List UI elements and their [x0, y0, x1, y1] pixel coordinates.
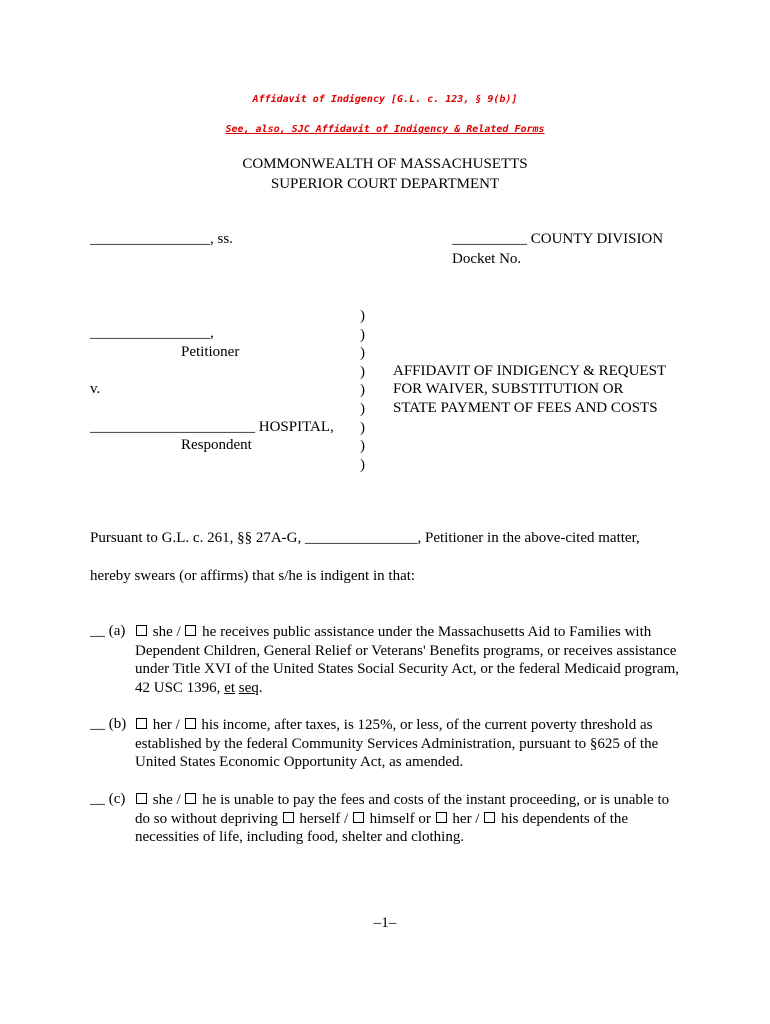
court-name: COMMONWEALTH OF MASSACHUSETTS: [242, 156, 528, 172]
caption-divider: [360, 307, 365, 474]
page-number: –1–: [373, 915, 397, 931]
see-also-link[interactable]: [0, 124, 770, 135]
item-c-text-5: her /: [452, 810, 480, 827]
item-a-text: [135, 623, 685, 697]
item-b-text-2: his income, after taxes, is 125%, or less, of the current poverty threshold as established by the federal Community Services Administration, pursuant to §625 of the United States Economic Opportunity Act, as amended.: [135, 717, 659, 771]
item-c-label: __ (c): [90, 791, 126, 807]
swears-statement: hereby swears (or affirms) that s/he is indigent in that:: [90, 568, 416, 584]
item-c-text-6: his dependents of the necessities of life, including food, shelter and clothing.: [135, 810, 629, 846]
checkbox-she[interactable]: [136, 625, 147, 636]
checkbox-she-c[interactable]: [136, 793, 147, 804]
affidavit-statute-title: Affidavit of Indigency [G.L. c. 123, § 9(b)]: [252, 94, 518, 105]
caption-paren: ): [360, 308, 365, 324]
caption-paren: ): [360, 345, 365, 362]
caption-paren: ): [360, 363, 365, 380]
checkbox-himself[interactable]: [353, 812, 364, 823]
checkbox-he-c[interactable]: [185, 793, 196, 804]
caption-paren: ): [360, 400, 365, 417]
caption-paren: ): [360, 382, 365, 399]
docket-number: Docket No.: [452, 251, 522, 267]
seq-text: seq: [238, 679, 259, 696]
see-also-link-text[interactable]: See, also, SJC Affidavit of Indigency & Related Forms: [225, 124, 545, 135]
item-b-label: __ (b): [90, 716, 127, 732]
versus: v.: [90, 381, 101, 397]
caption-paren: ): [360, 438, 365, 455]
document-title-line3: STATE PAYMENT OF FEES AND COSTS: [393, 400, 658, 416]
petitioner-name-blank: ________________,: [90, 325, 214, 341]
venue-ss-line: ________________, ss.: [90, 231, 233, 247]
item-a-label: __ (a): [90, 623, 126, 639]
et-text: et: [224, 679, 236, 696]
county-division-line: __________ COUNTY DIVISION: [452, 231, 664, 247]
item-b-text: [135, 716, 685, 772]
caption-paren: ): [360, 419, 365, 436]
checkbox-her[interactable]: [136, 718, 147, 729]
item-a-text-2: he receives public assistance under the Massachusetts Aid to Families with Dependent Children, General Relief or Veterans' Benefits programs, or receives assistance under Title XVI of the United States Social Security Act, or the federal Medicaid program, 42 USC 1396,: [135, 624, 680, 696]
checkbox-her-c[interactable]: [436, 812, 447, 823]
item-a-end: .: [258, 679, 263, 696]
caption-paren: ): [360, 456, 365, 473]
checkbox-his[interactable]: [185, 718, 196, 729]
petitioner-label: Petitioner: [181, 344, 240, 360]
checkbox-his-c[interactable]: [484, 812, 495, 823]
respondent-label: Respondent: [181, 437, 252, 453]
caption-paren: ): [360, 326, 365, 343]
item-c-text: [135, 791, 685, 847]
document-title-line2: FOR WAIVER, SUBSTITUTION OR: [393, 381, 624, 397]
item-c-text-3: herself /: [299, 810, 349, 827]
hospital-line: ______________________ HOSPITAL,: [90, 419, 334, 435]
item-c-text-1: she /: [152, 792, 181, 808]
item-c-text-4: himself or: [369, 810, 431, 827]
checkbox-herself[interactable]: [283, 812, 294, 823]
document-title-line1: AFFIDAVIT OF INDIGENCY & REQUEST: [393, 363, 667, 379]
item-c-text-2: he is unable to pay the fees and costs of the instant proceeding, or is unable to do so without depriving: [135, 792, 670, 827]
item-a-text-1: she /: [152, 624, 181, 640]
item-b-text-1: her /: [152, 717, 180, 733]
pursuant-statement: Pursuant to G.L. c. 261, §§ 27A-G, _______________, Petitioner in the above-cited matter,: [90, 530, 640, 546]
court-department: SUPERIOR COURT DEPARTMENT: [270, 176, 500, 192]
checkbox-he[interactable]: [185, 625, 196, 636]
